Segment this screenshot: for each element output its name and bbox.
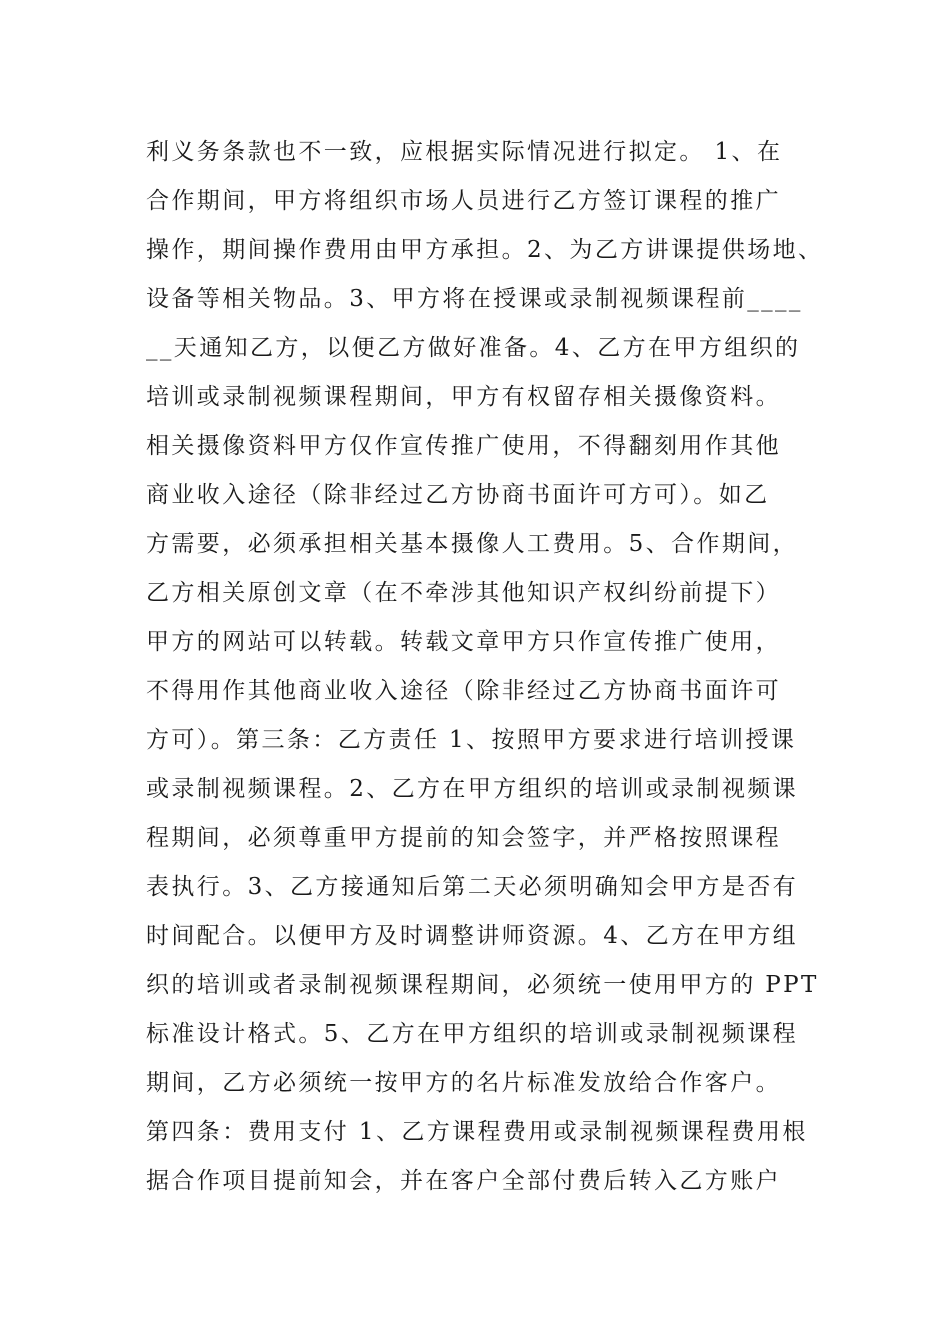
text-line: 期间，乙方必须统一按甲方的名片标准发放给合作客户。 (146, 1070, 781, 1096)
text-line: 培训或录制视频课程期间，甲方有权留存相关摄像资料。 (146, 384, 781, 410)
text-line: 时间配合。以便甲方及时调整讲师资源。4、乙方在甲方组 (146, 923, 799, 949)
text-line: __天通知乙方，以便乙方做好准备。4、乙方在甲方组织的 (146, 335, 801, 361)
text-line: 操作，期间操作费用由甲方承担。2、为乙方讲课提供场地、 (146, 237, 824, 263)
text-line: 程期间，必须尊重甲方提前的知会签字，并严格按照课程 (146, 825, 781, 851)
text-line: 设备等相关物品。3、甲方将在授课或录制视频课程前____ (146, 286, 803, 312)
text-line: 相关摄像资料甲方仅作宣传推广使用，不得翻刻用作其他 (146, 433, 781, 459)
text-line: 合作期间，甲方将组织市场人员进行乙方签订课程的推广 (146, 188, 781, 214)
text-line: 商业收入途径（除非经过乙方协商书面许可方可）。如乙 (146, 482, 770, 508)
text-line: 甲方的网站可以转载。转载文章甲方只作宣传推广使用， (146, 629, 781, 655)
contract-body-text (146, 128, 826, 1206)
text-line: 不得用作其他商业收入途径（除非经过乙方协商书面许可 (146, 678, 781, 704)
text-line: 第四条：费用支付 1、乙方课程费用或录制视频课程费用根 (146, 1119, 808, 1145)
text-line: 利义务条款也不一致，应根据实际情况进行拟定。 1、在 (146, 139, 783, 165)
text-line: 方可）。第三条：乙方责任 1、按照甲方要求进行培训授课 (146, 727, 797, 753)
text-line: 标准设计格式。5、乙方在甲方组织的培训或录制视频课程 (146, 1021, 799, 1047)
text-line: 据合作项目提前知会，并在客户全部付费后转入乙方账户 (146, 1168, 781, 1194)
text-line: 表执行。3、乙方接通知后第二天必须明确知会甲方是否有 (146, 874, 799, 900)
text-line: 方需要，必须承担相关基本摄像人工费用。5、合作期间， (146, 531, 799, 557)
text-line: 乙方相关原创文章（在不牵涉其他知识产权纠纷前提下） (146, 580, 781, 606)
text-line: 或录制视频课程。2、乙方在甲方组织的培训或录制视频课 (146, 776, 799, 802)
text-line: 织的培训或者录制视频课程期间，必须统一使用甲方的 PPT (146, 972, 819, 998)
